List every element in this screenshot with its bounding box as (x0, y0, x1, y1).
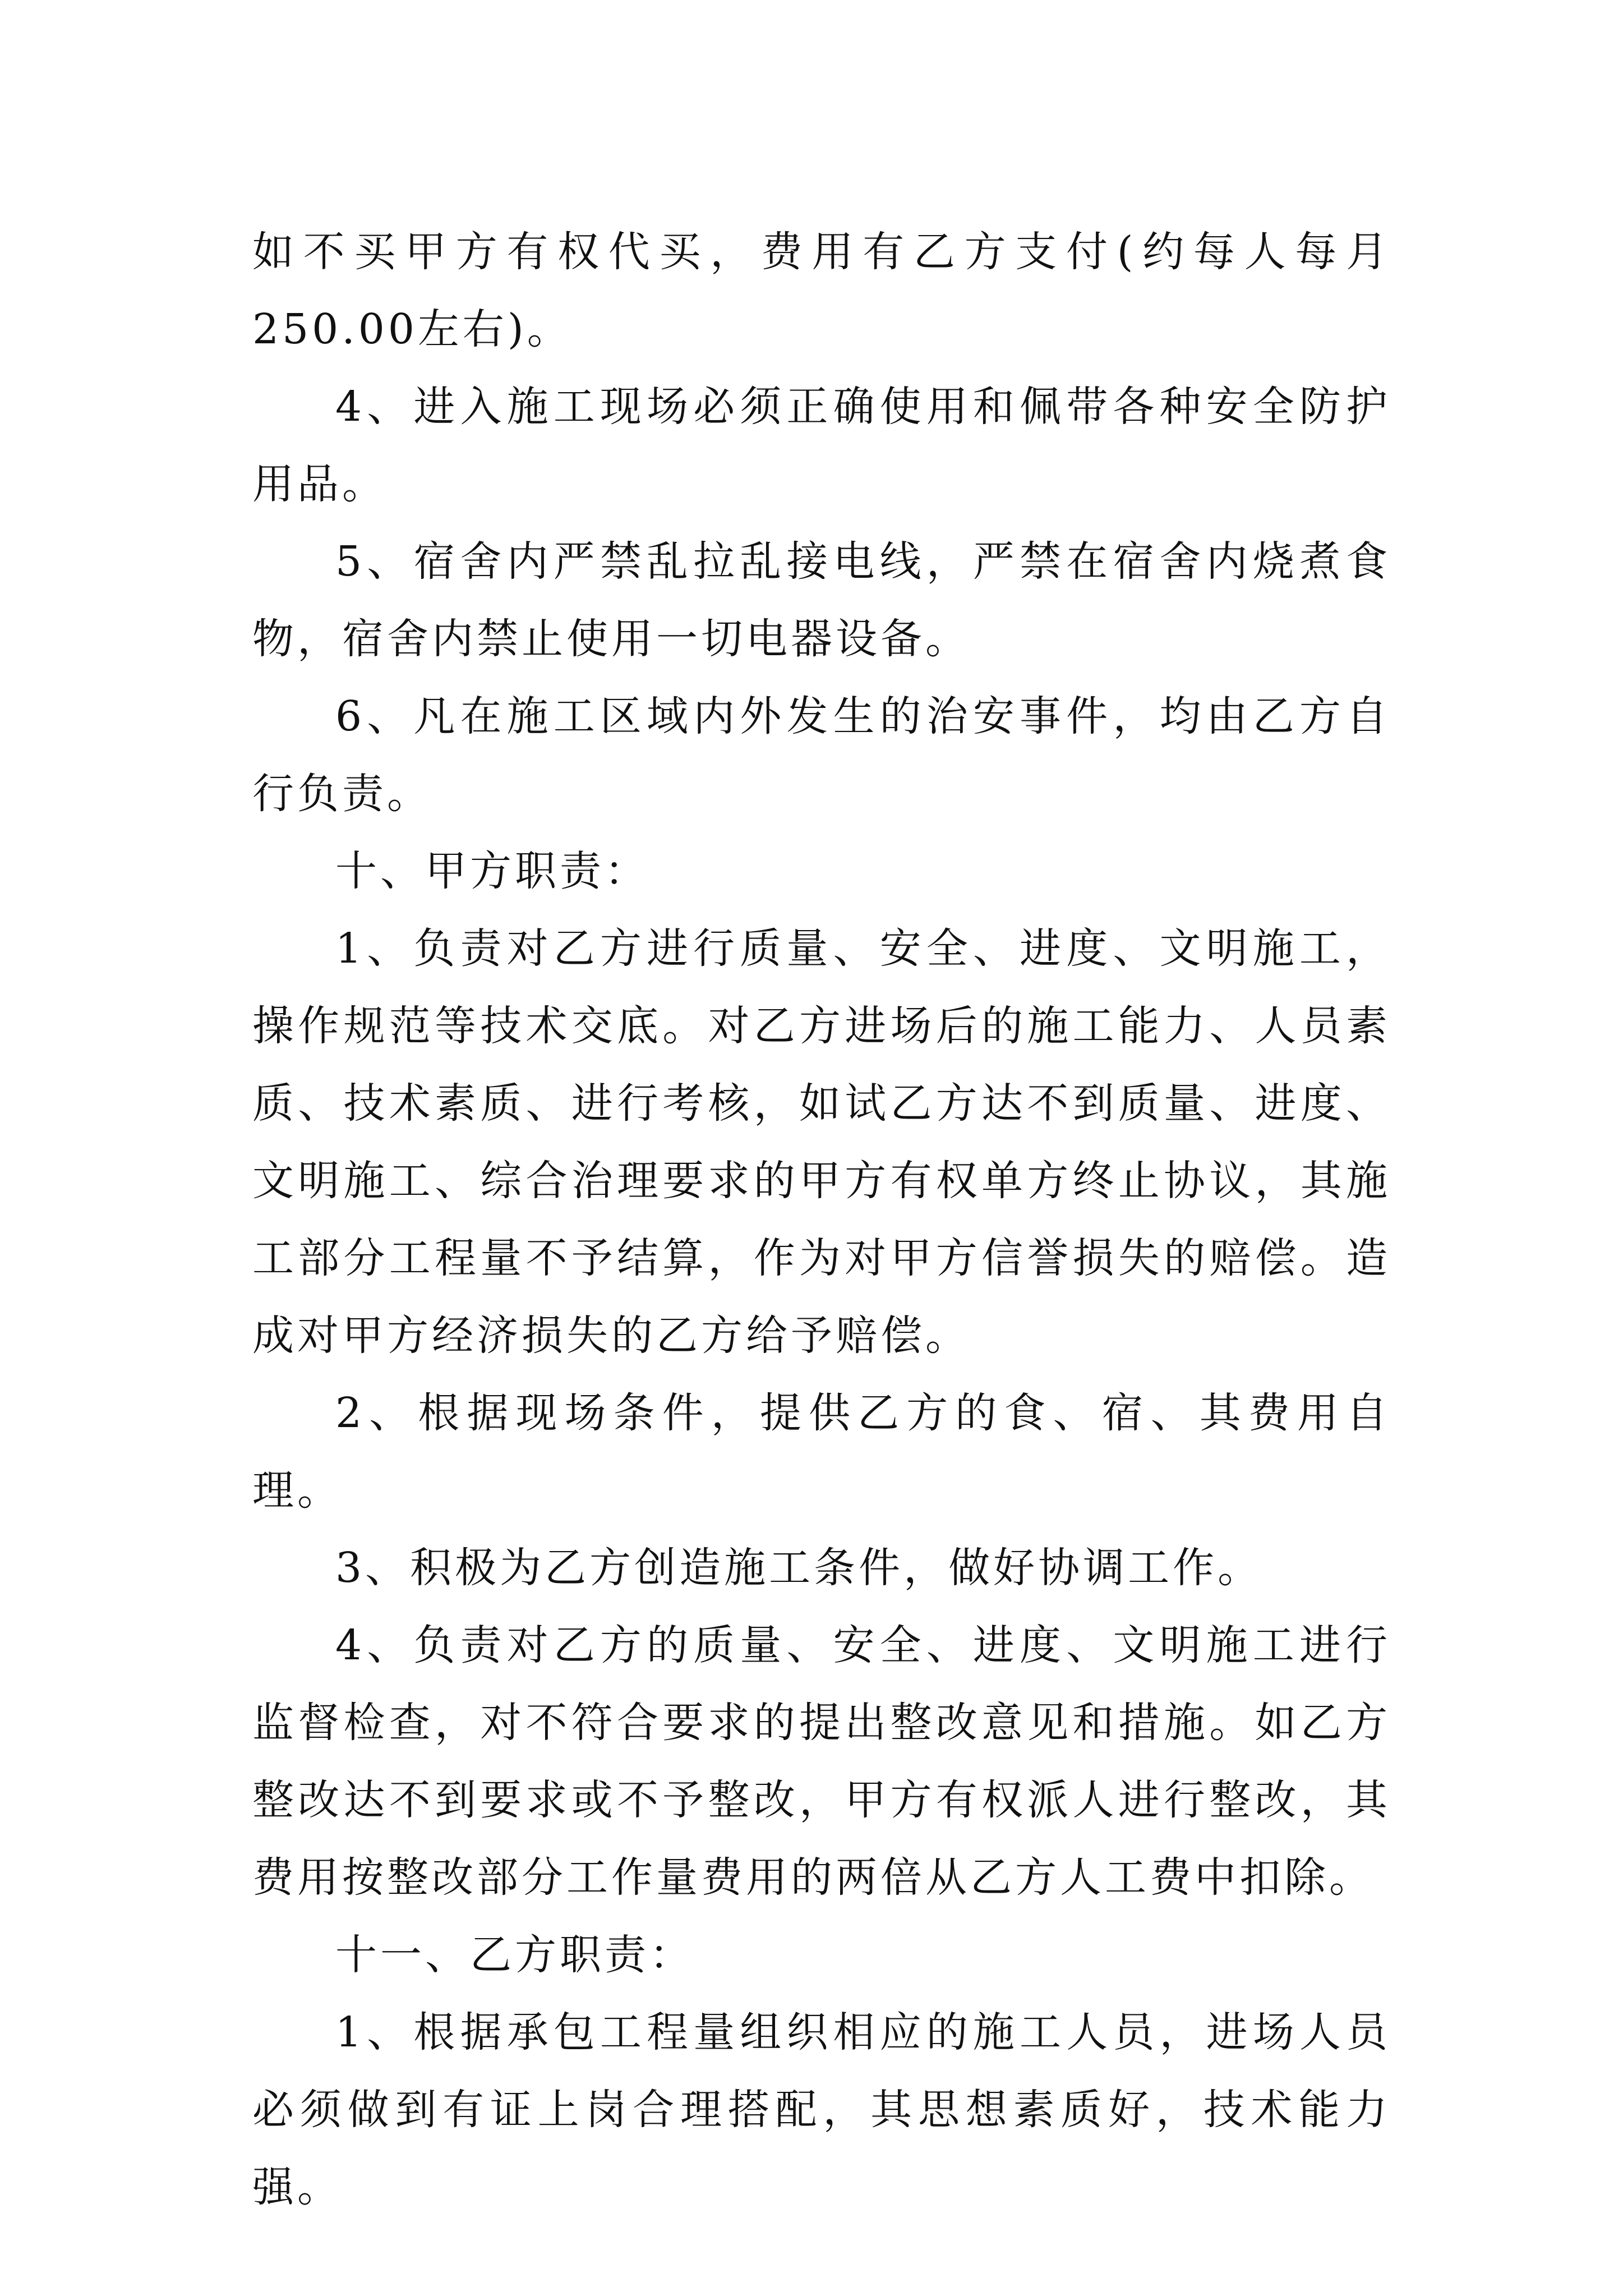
paragraph-item-5-dormitory-rules: 5、宿舍内严禁乱拉乱接电线，严禁在宿舍内烧煮食物，宿舍内禁止使用一切电器设备。 (252, 537, 1391, 663)
paragraph-continuation-fee: 如不买甲方有权代买，费用有乙方支付(约每人每月250.00左右)。 (252, 228, 1391, 353)
document-body (252, 213, 1391, 2226)
section-heading-party-a-duties: 十、甲方职责： (335, 847, 649, 895)
paragraph-party-a-duty-3: 3、积极为乙方创造施工条件，做好协调工作。 (335, 1544, 1263, 1592)
paragraph-party-a-duty-1: 1、负责对乙方进行质量、安全、进度、文明施工，操作规范等技术交底。对乙方进场后的施工能力、人员素质、技术素质、进行考核，如试乙方达不到质量、进度、文明施工、综合治理要求的甲方有权单方终止协议，其施工部分工程量不予结算，作为对甲方信誉损失的赔偿。造成对甲方经济损失的乙方给予赔偿。 (252, 924, 1391, 1360)
paragraph-party-a-duty-2: 2、根据现场条件，提供乙方的食、宿、其费用自理。 (252, 1389, 1391, 1515)
paragraph-party-b-duty-1: 1、根据承包工程量组织相应的施工人员，进场人员必须做到有证上岗合理搭配，其思想素质好，技术能力强。 (252, 2008, 1391, 2211)
section-heading-party-b-duties: 十一、乙方职责： (335, 1931, 694, 1979)
paragraph-party-a-duty-4: 4、负责对乙方的质量、安全、进度、文明施工进行监督检查，对不符合要求的提出整改意见和措施。如乙方整改达不到要求或不予整改，甲方有权派人进行整改，其费用按整改部分工作量费用的两倍从乙方人工费中扣除。 (252, 1621, 1391, 1902)
paragraph-item-4-protective-gear: 4、进入施工现场必须正确使用和佩带各种安全防护用品。 (252, 383, 1391, 508)
paragraph-item-6-security-incidents: 6、凡在施工区域内外发生的治安事件，均由乙方自行负责。 (252, 692, 1391, 818)
